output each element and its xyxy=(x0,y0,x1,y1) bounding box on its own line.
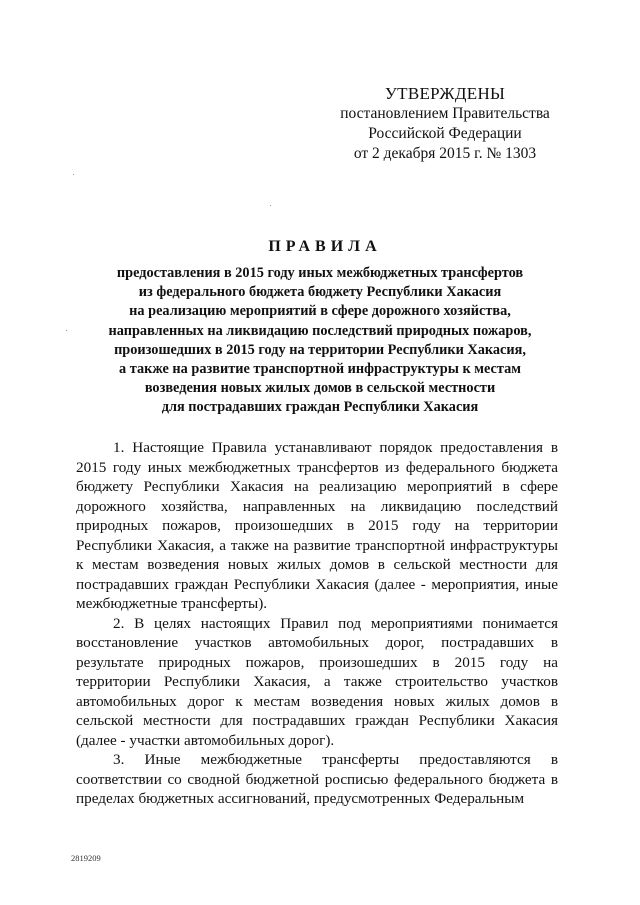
subtitle-line: направленных на ликвидацию последствий природных пожаров, xyxy=(108,322,532,339)
scan-speck xyxy=(73,174,74,175)
document-body xyxy=(76,438,558,809)
approval-line: от 2 декабря 2015 г. № 1303 xyxy=(353,145,537,162)
subtitle-line: для пострадавших граждан Республики Хакасия xyxy=(161,399,479,416)
subtitle-line: из федерального бюджета бюджету Республики Хакасия xyxy=(138,284,502,301)
subtitle-line: предоставления в 2015 году иных межбюджетных трансфертов xyxy=(116,265,524,281)
scan-speck xyxy=(270,205,271,206)
approval-line: постановлением Правительства xyxy=(340,105,550,122)
subtitle-line: возведения новых жилых домов в сельской местности xyxy=(144,380,496,397)
approval-line: Российской Федерации xyxy=(368,125,522,142)
paragraph-2: 2. В целях настоящих Правил под мероприятиями понимается восстановление участков автомобильных дорог, пострадавших в результате природных пожаров, произошедших в 2015 году на территории Республики Хакасия, а также строительство участков автомобильных дорог к местам возведения новых жилых домов в сельской местности для пострадавших граждан Республики Хакасия (далее - участки автомобильных дорог). xyxy=(76,614,558,749)
approval-heading: УТВЕРЖДЕНЫ xyxy=(384,84,506,103)
document-code: 2819209 xyxy=(71,853,101,863)
approval-block xyxy=(320,84,570,164)
paragraph-1: 1. Настоящие Правила устанавливают порядок предоставления в 2015 году иных межбюджетных трансфертов из федерального бюджета бюджету Республики Хакасия на реализацию мероприятий в сфере дорожного хозяйства, направленных на ликвидацию последствий природных пожаров, произошедших в 2015 году на территории Республики Хакасия, а также на развитие транспортной инфраструктуры к местам возведения новых жилых домов в сельской местности для пострадавших граждан Республики Хакасия (далее - мероприятия, иные межбюджетные трансферты). xyxy=(76,439,558,612)
subtitle-line: на реализацию мероприятий в сфере дорожного хозяйства, xyxy=(129,303,511,320)
document-title: ПРАВИЛА xyxy=(268,238,382,255)
subtitle-line: произошедших в 2015 году на территории Республики Хакасия, xyxy=(114,341,526,358)
document-subtitle xyxy=(70,264,570,418)
paragraph-3: 3. Иные межбюджетные трансферты предоставляются в соответствии со сводной бюджетной росписью федерального бюджета в пределах бюджетных ассигнований, предусмотренных Федеральным xyxy=(76,751,558,807)
scan-speck xyxy=(66,330,67,331)
subtitle-line: а также на развитие транспортной инфраструктуры к местам xyxy=(119,361,521,378)
